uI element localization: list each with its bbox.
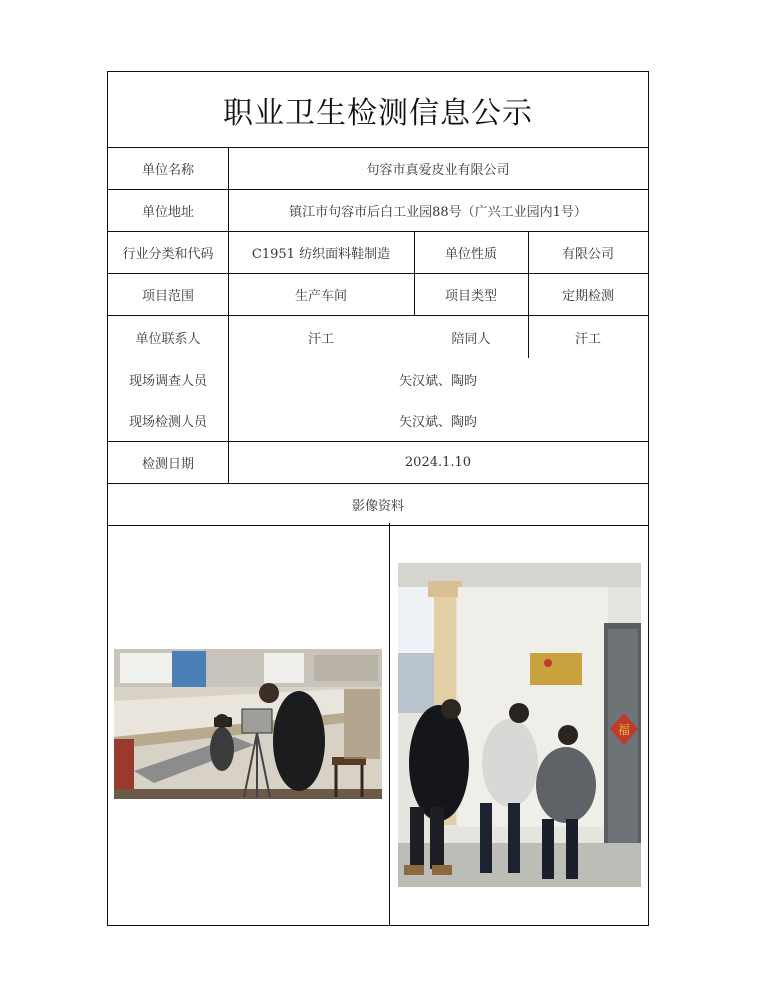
row-unit-name bbox=[108, 148, 648, 190]
address-label: 单位地址 bbox=[141, 205, 194, 220]
nature-value: 有限公司 bbox=[561, 247, 614, 262]
unit-name-value: 句容市真爱皮业有限公司 bbox=[366, 163, 510, 178]
disclosure-sheet bbox=[107, 71, 649, 926]
date-label: 检测日期 bbox=[141, 457, 194, 472]
divider-label-column bbox=[228, 148, 229, 484]
project-type-value: 定期检测 bbox=[561, 289, 614, 304]
row-testing-staff bbox=[108, 400, 648, 442]
date-value: 2024.1.10 bbox=[404, 455, 472, 470]
row-address bbox=[108, 190, 648, 232]
address-value: 镇江市句容市后白工业园88号（广兴工业园内1号） bbox=[289, 205, 587, 220]
workshop-photo bbox=[114, 649, 382, 799]
survey-staff-label: 现场调查人员 bbox=[128, 373, 207, 389]
divider-scope bbox=[414, 274, 415, 316]
page-title: 职业卫生检测信息公示 bbox=[108, 72, 648, 148]
escort-value: 汗工 bbox=[574, 331, 601, 347]
escort-label: 陪同人 bbox=[451, 331, 491, 347]
testing-staff-label: 现场检测人员 bbox=[128, 415, 207, 430]
door-fu-glyph: 福 bbox=[617, 723, 631, 737]
unit-name-label: 单位名称 bbox=[141, 163, 194, 178]
row-media-heading bbox=[108, 484, 648, 526]
scope-value: 生产车间 bbox=[294, 289, 347, 304]
divider-value-right bbox=[528, 232, 529, 358]
row-scope bbox=[108, 274, 648, 316]
row-contact bbox=[108, 316, 648, 358]
media-heading: 影像资料 bbox=[351, 499, 404, 514]
group-photo bbox=[398, 563, 641, 887]
row-survey-staff bbox=[108, 358, 648, 400]
testing-staff-value: 矢汉斌、陶昀 bbox=[398, 415, 477, 430]
contact-value: 汗工 bbox=[307, 331, 334, 347]
row-date bbox=[108, 442, 648, 484]
scope-label: 项目范围 bbox=[141, 289, 194, 304]
workshop-photo-icon bbox=[114, 649, 382, 799]
photo-area bbox=[108, 523, 648, 925]
divider-photos bbox=[389, 523, 390, 925]
nature-label: 单位性质 bbox=[444, 247, 497, 262]
project-type-label: 项目类型 bbox=[444, 289, 497, 304]
industry-value: C1951 纺织面料鞋制造 bbox=[251, 247, 391, 262]
divider-industry bbox=[414, 232, 415, 274]
contact-label: 单位联系人 bbox=[135, 331, 201, 347]
survey-staff-value: 矢汉斌、陶昀 bbox=[398, 373, 477, 389]
industry-label: 行业分类和代码 bbox=[122, 247, 214, 262]
row-industry bbox=[108, 232, 648, 274]
group-photo-icon bbox=[398, 563, 641, 887]
